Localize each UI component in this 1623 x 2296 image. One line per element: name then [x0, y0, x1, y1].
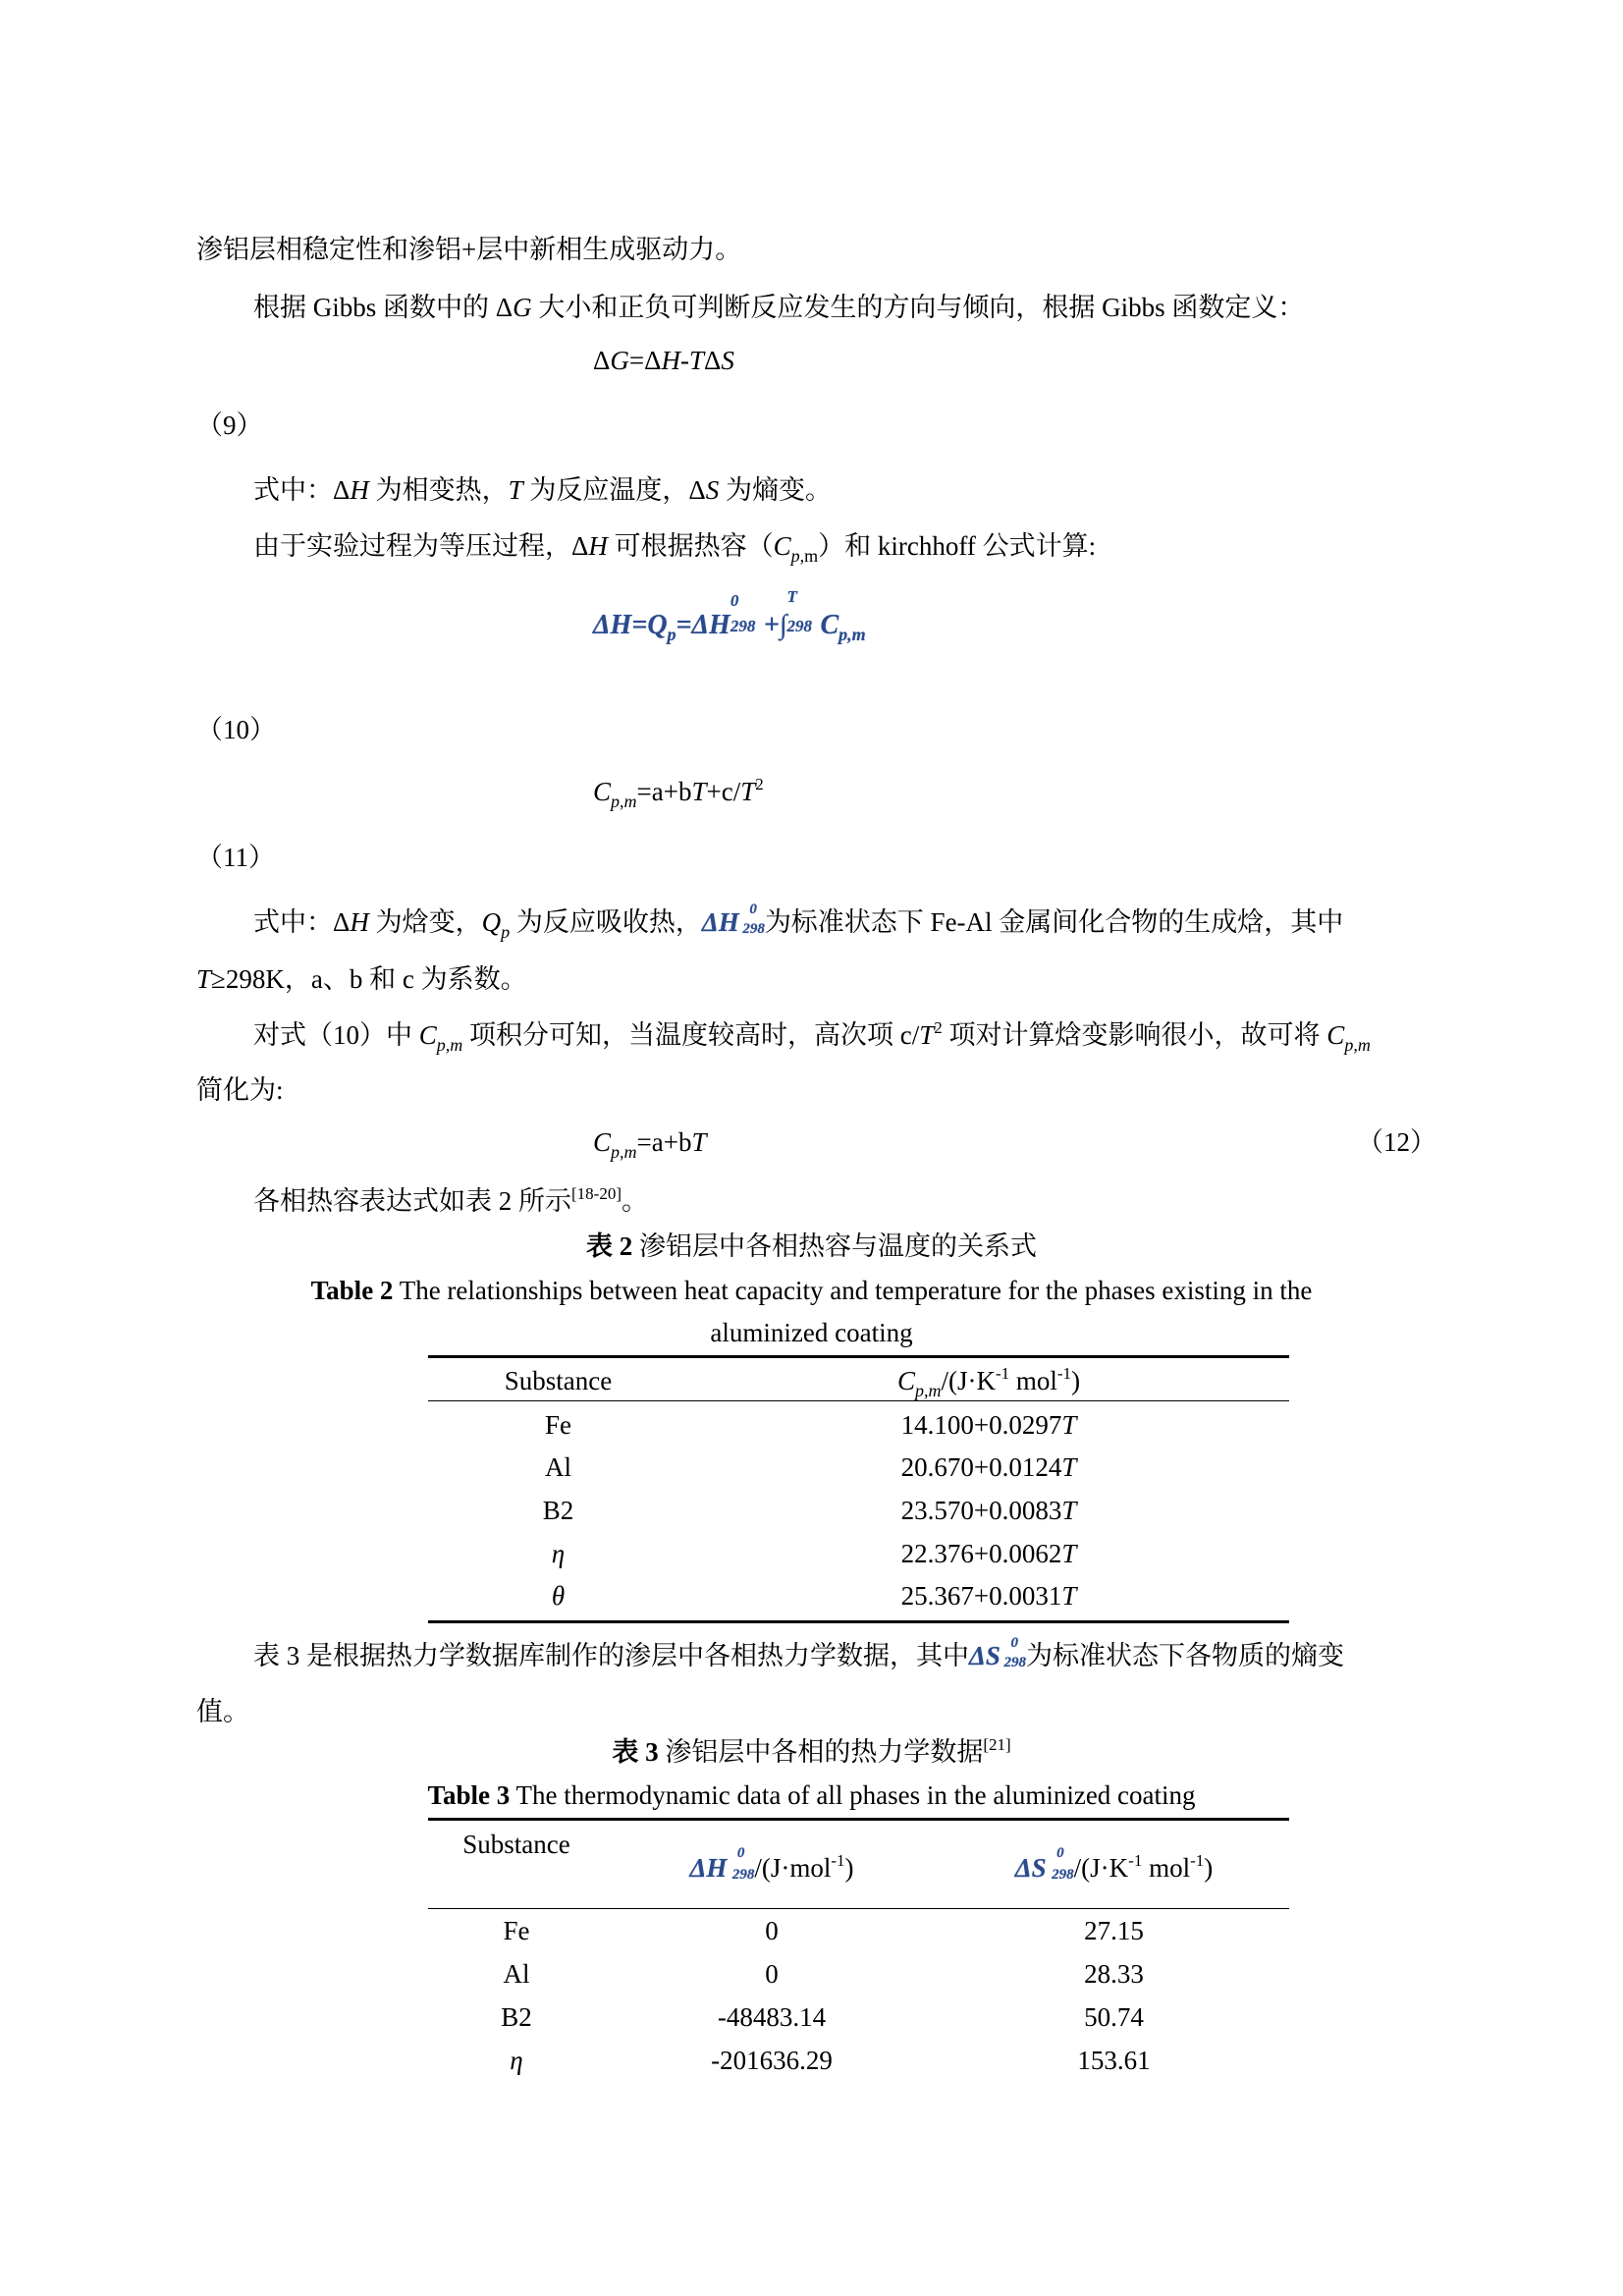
table2-substance-eta: η: [551, 1539, 566, 1568]
paragraph-kirchhoff: 由于实验过程为等压过程，ΔH 可根据热容$(C_{p,m})$和 kirchhoff 公式计算:: [253, 531, 1097, 566]
table3-dh-eta: -201636.29: [711, 2046, 833, 2075]
paragraph-integration: 对式（10）中 $C_{p,m}$ 项积分可知，当温度较高时，高次项 $c/T^2$ 项对计算焓变影响很小，故可将 $C_{p,m}$: [253, 1018, 1371, 1055]
table2-title-en: Table 2 The relationships between heat capacity and temperature for the phases existing in the: [310, 1276, 1313, 1305]
table3-header-rule: [428, 1908, 1289, 1909]
equation-12: $C_{p,m}=a+bT$: [593, 1127, 707, 1162]
table2-cp-eta: 22.376+0.0062T: [900, 1539, 1077, 1568]
equation-11: $C_{p,m}=a+bT+c/T^2$: [593, 775, 764, 811]
table3-ds-eta: 153.61: [1077, 2046, 1151, 2075]
table3-dh-b2: -48483.14: [717, 2002, 827, 2032]
equation-10-number: （10）: [196, 715, 276, 744]
paragraph-simplify: 简化为:: [196, 1075, 284, 1105]
table3-substance-b2: B2: [501, 2002, 532, 2032]
equation-12-number: （12）: [1357, 1127, 1436, 1157]
table3-header-dh: ΔH 0 298 /(J·mol$^{-1}$): [689, 1845, 854, 1883]
table3-dh-al: 0: [765, 1959, 779, 1989]
table2-substance-theta: θ: [551, 1581, 566, 1611]
table2-title-cn: 表 2 渗铝层中各相热容与温度的关系式: [586, 1231, 1037, 1261]
table2-header-substance: Substance: [504, 1366, 613, 1395]
equation-9-number: （9）: [196, 410, 263, 440]
paragraph-gibbs-terms: 式中：ΔH 为相变热，T 为反应温度，ΔS 为熵变。: [253, 475, 833, 505]
table2-top-rule: [428, 1355, 1289, 1358]
table2-title-en-line2: aluminized coating: [710, 1318, 913, 1347]
table3-top-rule: [428, 1818, 1289, 1821]
dh298-symbol: ΔH 0 298: [701, 902, 765, 937]
table3-ds-al: 28.33: [1084, 1959, 1144, 1989]
paragraph-gibbs-intro: 根据 Gibbs 函数中的 ΔG 大小和正负可判断反应发生的方向与倾向，根据 Gibbs 函数定义：: [253, 293, 1305, 322]
table2-cp-fe: 14.100+0.0297T: [900, 1410, 1077, 1440]
table3-title-cn: 表 3 渗铝层中各相的热力学数据[21]: [612, 1735, 1011, 1767]
table3-header-ds: ΔS 0 298 $/(J\cdot K^{-1}$ mol$^{-1}$): [1014, 1845, 1214, 1883]
table3-substance-al: Al: [503, 1959, 530, 1989]
table2-header-rule: [428, 1400, 1289, 1401]
table3-header-substance: Substance: [462, 1830, 570, 1859]
paragraph-table3-intro-end: 值。: [196, 1697, 249, 1726]
paragraph-table2-ref: 各相热容表达式如表 2 所示[18-20]。: [253, 1184, 648, 1216]
table2-bottom-rule: [428, 1620, 1289, 1623]
table2-cp-b2: 23.570+0.0083T: [900, 1496, 1077, 1525]
paragraph-enthalpy-terms: 式中：ΔH 为焓变，$Q_p$ 为反应吸收热，ΔH 0 298 为标准状态下 Fe-Al 金属间化合物的生成焓，其中: [253, 902, 1344, 942]
table2-substance-fe: Fe: [545, 1410, 571, 1440]
table3-substance-eta: η: [510, 2046, 523, 2075]
table3-ds-b2: 50.74: [1084, 2002, 1144, 2032]
paragraph-continuation: 渗铝层相稳定性和渗铝+层中新相生成驱动力。: [196, 235, 742, 264]
table3-substance-fe: Fe: [503, 1916, 530, 1945]
equation-11-number: （11）: [196, 843, 275, 872]
ds298-symbol: ΔS 0 298: [969, 1635, 1026, 1670]
paragraph-temperature-condition: T≥298K，a、b 和 c 为系数。: [196, 964, 527, 994]
table2-cp-al: 20.670+0.0124T: [900, 1452, 1077, 1482]
table3-title-en: Table 3 The thermodynamic data of all phases in the aluminized coating: [427, 1780, 1196, 1810]
equation-10: $\Delta H=Q_p=\Delta H$ 0 298 +∫ T 298 $C_{p,m}$: [593, 587, 866, 644]
table2-cp-theta: 25.367+0.0031T: [900, 1581, 1077, 1611]
table3-ds-fe: 27.15: [1084, 1916, 1144, 1945]
paragraph-table3-intro: 表 3 是根据热力学数据库制作的渗层中各相热力学数据，其中ΔS 0 298 为标准状态下各物质的熵变: [253, 1635, 1344, 1670]
table2-header-cp: $C_{p,m}/(J\cdot K^{-1}$ mol$^{-1}$): [896, 1364, 1081, 1400]
table3-dh-fe: 0: [765, 1916, 779, 1945]
table2-substance-al: Al: [545, 1452, 571, 1482]
table2-substance-b2: B2: [542, 1496, 574, 1525]
equation-9: ΔG=ΔH-TΔS: [593, 346, 734, 375]
